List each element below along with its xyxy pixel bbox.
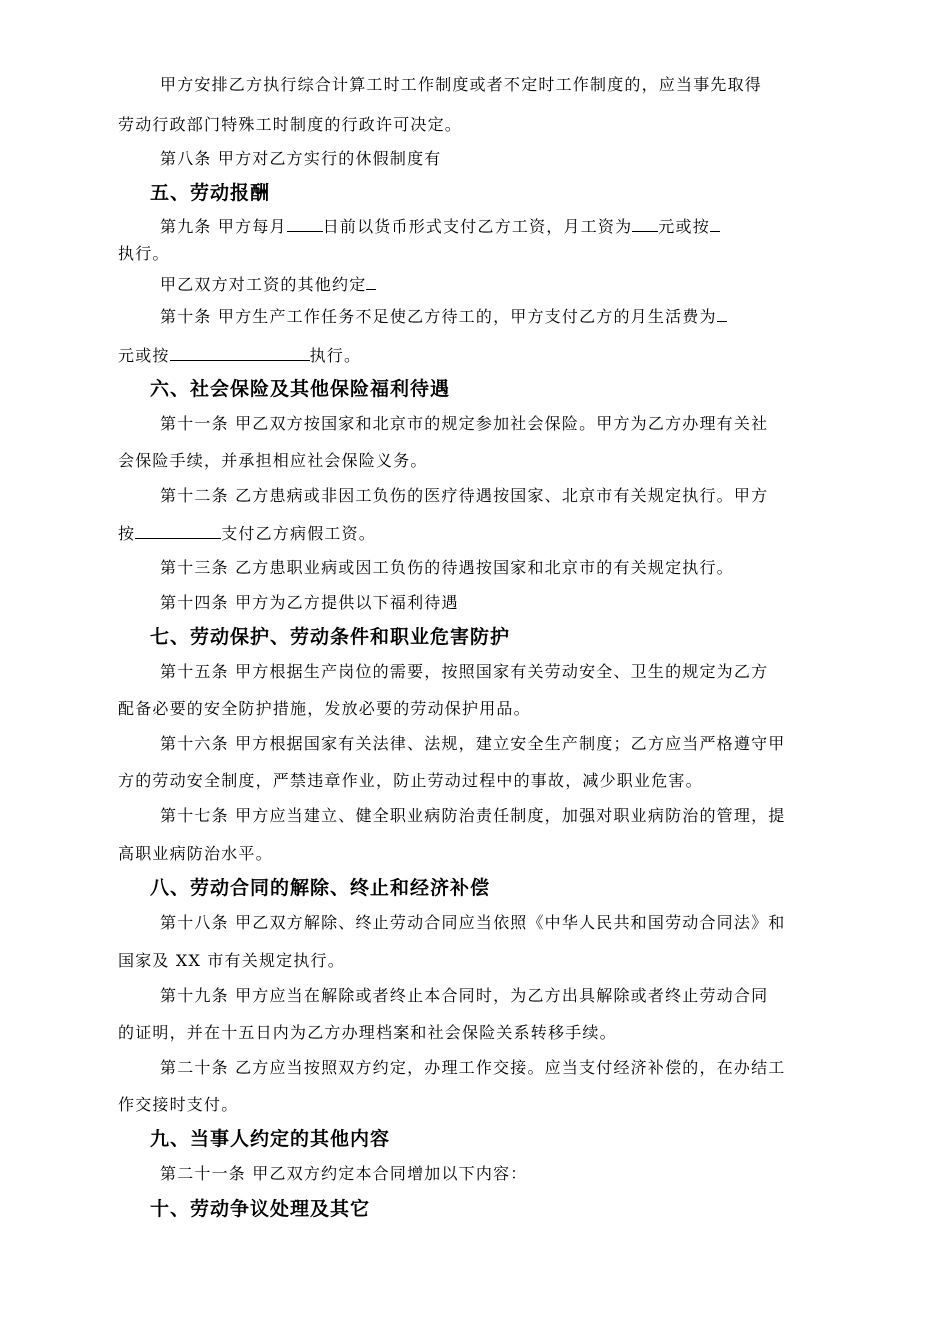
article-12-line1: 第十二条 乙方患病或非因工负伤的医疗待遇按国家、北京市有关规定执行。甲方 <box>160 486 769 505</box>
article-15-line1: 第十五条 甲方根据生产岗位的需要，按照国家有关劳动安全、卫生的规定为乙方 <box>160 662 769 681</box>
article-17-line1: 第十七条 甲方应当建立、健全职业病防治责任制度，加强对职业病防治的管理，提 <box>160 806 786 825</box>
article-11-line1: 第十一条 甲乙双方按国家和北京市的规定参加社会保险。甲方为乙方办理有关社 <box>160 414 769 433</box>
article-9-line2: 执行。 <box>118 244 170 263</box>
monthly-wage-blank[interactable] <box>632 215 658 232</box>
section-heading-5: 五、劳动报酬 <box>150 182 271 204</box>
article-19-line1: 第十九条 甲方应当在解除或者终止本合同时，为乙方出具解除或者终止劳动合同 <box>160 986 769 1005</box>
article-18-line1: 第十八条 甲乙双方解除、终止劳动合同应当依照《中华人民共和国劳动合同法》和 <box>160 913 786 932</box>
article-18-line2: 国家及 XX 市有关规定执行。 <box>118 951 345 970</box>
article-17-line2: 高职业病防治水平。 <box>118 844 273 863</box>
wage-other-text: 甲乙双方对工资的其他约定 <box>160 275 367 294</box>
section-heading-10: 十、劳动争议处理及其它 <box>150 1198 371 1220</box>
article-14: 第十四条 甲方为乙方提供以下福利待遇 <box>160 593 459 612</box>
wage-other-agreement <box>160 273 376 296</box>
article-12-text-a: 按 <box>118 524 136 543</box>
section-heading-6: 六、社会保险及其他保险福利待遇 <box>150 378 451 400</box>
article-16-line2: 方的劳动安全制度，严禁违章作业，防止劳动过程中的事故，减少职业危害。 <box>118 771 703 790</box>
allowance-method-blank[interactable] <box>170 344 310 361</box>
article-13: 第十三条 乙方患职业病或因工负伤的待遇按国家和北京市的有关规定执行。 <box>160 558 734 577</box>
article-15-line2: 配备必要的安全防护措施，发放必要的劳动保护用品。 <box>118 699 531 718</box>
article-21: 第二十一条 甲乙双方约定本合同增加以下内容： <box>160 1164 528 1183</box>
article-12-line2 <box>118 522 376 545</box>
article-20-line1: 第二十条 乙方应当按照双方约定，办理工作交接。应当支付经济补偿的，在办结工 <box>160 1058 786 1077</box>
article-10-text-a: 元或按 <box>118 346 170 365</box>
article-16-line1: 第十六条 甲方根据国家有关法律、法规，建立安全生产制度；乙方应当严格遵守甲 <box>160 734 786 753</box>
article-9-text-c: 元或按 <box>658 217 710 236</box>
paragraph-working-hours-line1: 甲方安排乙方执行综合计算工时工作制度或者不定时工作制度的，应当事先取得 <box>160 75 763 94</box>
section-heading-7: 七、劳动保护、劳动条件和职业危害防护 <box>150 626 511 648</box>
article-11-line2: 会保险手续，并承担相应社会保险义务。 <box>118 451 428 470</box>
wage-method-blank[interactable] <box>710 215 720 232</box>
article-10-line1 <box>160 305 727 328</box>
article-9-text-a: 第九条 甲方每月 <box>160 217 287 236</box>
sick-pay-blank[interactable] <box>135 522 221 539</box>
article-12-text-b: 支付乙方病假工资。 <box>221 524 377 543</box>
article-10-text: 第十条 甲方生产工作任务不足使乙方待工的，甲方支付乙方的月生活费为 <box>160 307 717 326</box>
section-heading-9: 九、当事人约定的其他内容 <box>150 1128 391 1150</box>
article-10-line2 <box>118 344 361 367</box>
section-heading-8: 八、劳动合同的解除、终止和经济补偿 <box>150 877 491 899</box>
living-allowance-blank[interactable] <box>717 305 727 322</box>
article-8: 第八条 甲方对乙方实行的休假制度有 <box>160 149 442 168</box>
article-20-line2: 作交接时支付。 <box>118 1095 239 1114</box>
paragraph-working-hours-line2: 劳动行政部门特殊工时制度的行政许可决定。 <box>118 115 463 134</box>
article-10-text-b: 执行。 <box>309 346 362 365</box>
pay-day-blank[interactable] <box>287 215 323 232</box>
article-19-line2: 的证明，并在十五日内为乙方办理档案和社会保险关系转移手续。 <box>118 1023 617 1042</box>
article-9-line1 <box>160 215 720 238</box>
wage-other-blank[interactable] <box>366 273 376 290</box>
article-9-text-b: 日前以货币形式支付乙方工资，月工资为 <box>322 217 633 236</box>
